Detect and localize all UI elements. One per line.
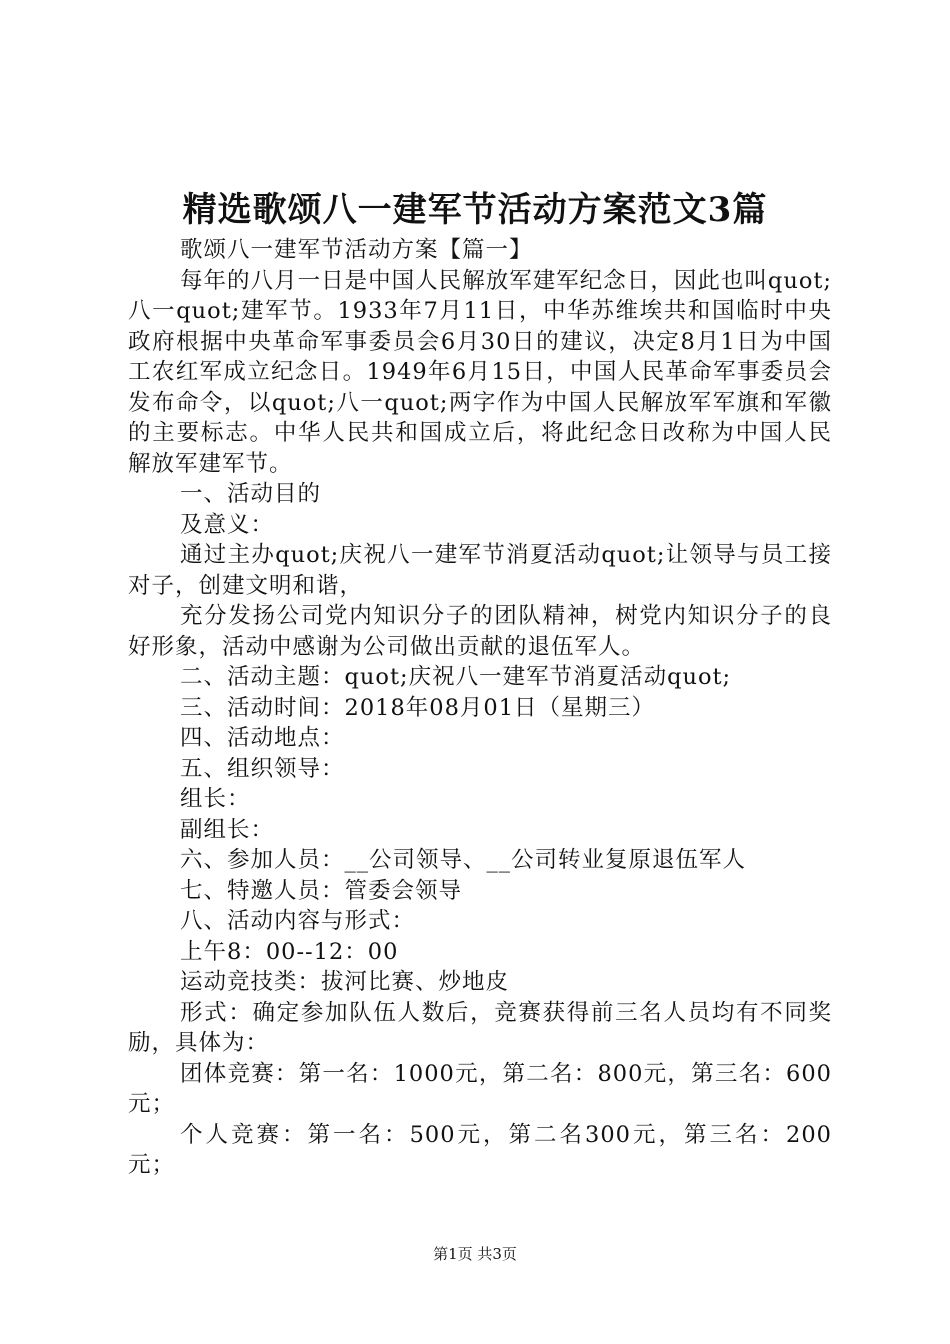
- list-item: 三、活动时间：2018年08月01日（星期三）: [180, 694, 656, 721]
- list-item: 五、组织领导：: [180, 755, 345, 782]
- section-heading: 歌颂八一建军节活动方案【篇一】: [180, 237, 533, 263]
- list-item: 运动竞技类：拔河比赛、炒地皮: [180, 969, 510, 995]
- list-item: 四、活动地点：: [180, 725, 345, 751]
- list-item: 上午8：00--12：00: [180, 938, 399, 965]
- list-item: 二、活动主题：quot;庆祝八一建军节消夏活动quot;: [180, 664, 732, 690]
- list-item: 及意义：: [180, 511, 275, 538]
- list-item: 副组长：: [180, 816, 275, 843]
- list-item: 六、参加人员：__公司领导、__公司转业复原退伍军人: [180, 847, 747, 873]
- paragraph: 形式：确定参加队伍人数后，竞赛获得前三名人员均有不同奖励，具体为：: [128, 999, 832, 1056]
- paragraph: 充分发扬公司党内知识分子的团队精神，树党内知识分子的良好形象，活动中感谢为公司做出贡献的退伍军人。: [128, 603, 832, 660]
- document-body: [128, 235, 832, 1181]
- document-title: 精选歌颂八一建军节活动方案范文3篇: [182, 190, 768, 230]
- list-item: 一、活动目的: [180, 481, 322, 507]
- list-item: 七、特邀人员：管委会领导: [180, 877, 463, 904]
- page-number-footer: 第1页 共3页: [433, 1245, 517, 1263]
- paragraph: 团体竞赛：第一名：1000元，第二名：800元，第三名：600元；: [128, 1060, 832, 1117]
- list-item: 组长：: [180, 786, 251, 812]
- paragraph: 每年的八月一日是中国人民解放军建军纪念日，因此也叫quot;八一quot;建军节。1933年7月11日，中华苏维埃共和国临时中央政府根据中央革命军事委员会6月30日的建议，决定8月1日为中国工农红军成立纪念日。1949年6月15日，中国人民革命军事委员会发布命令，以quot;八一quot;两字作为中国人民解放军军旗和军徽的主要标志。中华人民共和国成立后，将此纪念日改称为中国人民解放军建军节。: [128, 267, 832, 477]
- paragraph: 个人竞赛：第一名：500元，第二名300元，第三名：200元；: [128, 1121, 832, 1178]
- paragraph: 通过主办quot;庆祝八一建军节消夏活动quot;让领导与员工接对子，创建文明和谐，: [128, 542, 832, 599]
- list-item: 八、活动内容与形式：: [180, 908, 416, 934]
